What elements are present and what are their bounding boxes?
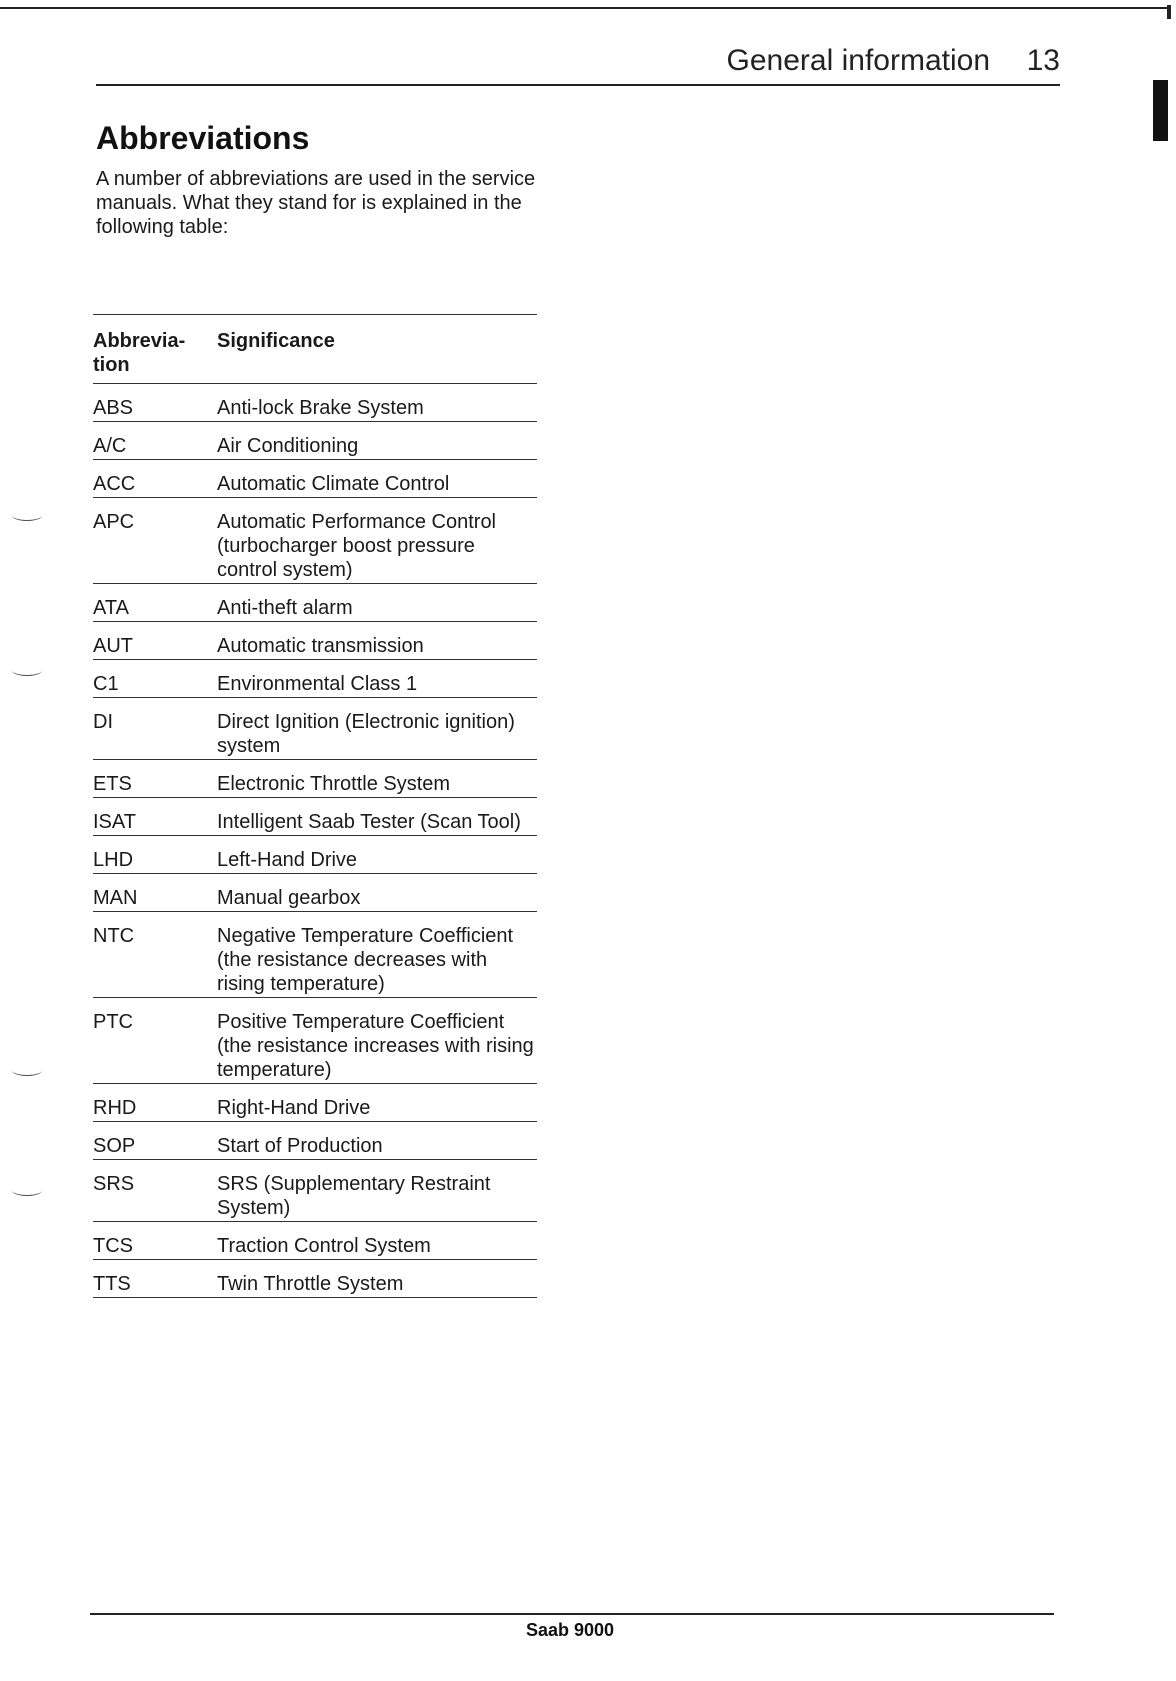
page-title: Abbreviations <box>96 120 310 156</box>
table-row <box>93 622 537 660</box>
abbreviation-cell: ISAT <box>93 811 136 833</box>
table-row <box>93 460 537 498</box>
significance-cell: Manual gearbox <box>217 887 361 909</box>
abbreviation-cell: AUT <box>93 635 133 657</box>
abbreviation-cell: TCS <box>93 1235 133 1257</box>
abbreviation-cell: SRS <box>93 1173 135 1195</box>
table-row <box>93 1084 537 1122</box>
significance-cell: Environmental Class 1 <box>217 673 418 695</box>
table-row <box>93 1260 537 1298</box>
abbreviation-cell: A/C <box>93 435 127 457</box>
table-body <box>93 384 537 1298</box>
column-header-significance: Significance <box>217 330 335 352</box>
table-row <box>93 584 537 622</box>
table-row <box>93 498 537 584</box>
significance-cell: Intelligent Saab Tester (Scan Tool) <box>217 811 521 833</box>
significance-cell: Automatic Climate Control <box>217 473 450 495</box>
top-border-rule <box>0 7 1168 9</box>
significance-cell: Electronic Throttle System <box>217 773 451 795</box>
table-row <box>93 836 537 874</box>
significance-cell: Positive Temperature Coefficient (the resistance increases with rising temperature) <box>217 1011 534 1081</box>
significance-cell: Start of Production <box>217 1135 383 1157</box>
significance-cell: Anti-theft alarm <box>217 597 353 619</box>
table-row <box>93 660 537 698</box>
significance-cell: Air Conditioning <box>217 435 359 457</box>
intro-paragraph: A number of abbreviations are used in the service manuals. What they stand for is explained in the following table: <box>96 168 536 238</box>
binder-hole-mark <box>12 665 42 676</box>
abbreviation-cell: RHD <box>93 1097 137 1119</box>
abbreviation-cell: ACC <box>93 473 136 495</box>
table-row <box>93 760 537 798</box>
significance-cell: SRS (Supplementary Restraint System) <box>217 1173 491 1219</box>
significance-cell: Automatic transmission <box>217 635 424 657</box>
footer-model-name: Saab 9000 <box>525 1620 615 1640</box>
table-header-row <box>93 315 537 384</box>
abbreviation-cell: ETS <box>93 773 132 795</box>
table-row <box>93 1122 537 1160</box>
abbreviation-cell: PTC <box>93 1011 133 1033</box>
table-row <box>93 698 537 760</box>
binder-hole-mark <box>12 510 42 521</box>
column-header-abbreviation: Abbrevia-tion <box>93 330 186 376</box>
section-thumb-tab <box>1153 80 1168 141</box>
abbreviation-cell: C1 <box>93 673 119 695</box>
page-header <box>96 40 1060 86</box>
significance-cell: Traction Control System <box>217 1235 431 1257</box>
table-row <box>93 798 537 836</box>
table-row <box>93 384 537 422</box>
significance-cell: Negative Temperature Coefficient (the resistance decreases with rising temperature) <box>217 925 514 995</box>
abbreviation-cell: NTC <box>93 925 135 947</box>
table-row <box>93 1160 537 1222</box>
binder-hole-mark <box>12 1065 42 1076</box>
header-section-title: General information <box>726 44 990 77</box>
significance-cell: Twin Throttle System <box>217 1273 404 1295</box>
abbreviation-cell: ATA <box>93 597 129 619</box>
abbreviation-cell: DI <box>93 711 113 733</box>
significance-cell: Direct Ignition (Electronic ignition) system <box>217 711 515 757</box>
abbreviation-cell: APC <box>93 511 135 533</box>
abbreviations-table <box>93 314 537 1298</box>
table-row <box>93 874 537 912</box>
table-row <box>93 912 537 998</box>
binder-hole-mark <box>12 1185 42 1196</box>
significance-cell: Right-Hand Drive <box>217 1097 371 1119</box>
abbreviation-cell: SOP <box>93 1135 136 1157</box>
abbreviation-cell: ABS <box>93 397 134 419</box>
table-row <box>93 422 537 460</box>
table-row <box>93 998 537 1084</box>
header-page-number: 13 <box>1026 44 1060 77</box>
footer-rule <box>90 1613 1054 1615</box>
abbreviation-cell: LHD <box>93 849 134 871</box>
table-row <box>93 1222 537 1260</box>
abbreviation-cell: TTS <box>93 1273 131 1295</box>
abbreviation-cell: MAN <box>93 887 138 909</box>
significance-cell: Left-Hand Drive <box>217 849 358 871</box>
corner-mark <box>1167 5 1171 19</box>
significance-cell: Automatic Performance Control (turbocharger boost pressure control system) <box>217 511 497 581</box>
significance-cell: Anti-lock Brake System <box>217 397 424 419</box>
